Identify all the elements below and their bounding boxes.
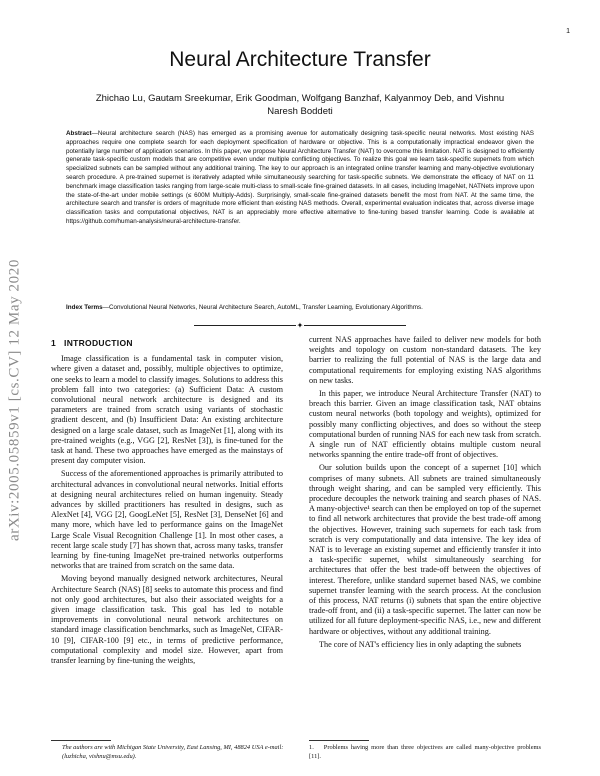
body-paragraph: current NAS approaches have failed to deliver new models for both weights and topology on custom non-standard datasets. The key barrier to realizing the full potential of NAS is the large data and computational requirements for employing existing NAS algorithms on new tasks. bbox=[309, 335, 541, 385]
footnote-marker: 1. bbox=[309, 744, 314, 751]
divider-diamond-icon: ✦ bbox=[296, 321, 304, 330]
section-number: 1 bbox=[51, 338, 57, 348]
index-terms bbox=[66, 304, 534, 313]
index-terms-label: Index Terms bbox=[66, 304, 103, 311]
left-column bbox=[51, 338, 283, 666]
paper-title: Neural Architecture Transfer bbox=[169, 48, 431, 71]
body-paragraph: Image classification is a fundamental task in computer vision, where given a dataset and, possibly, multiple objectives to optimize, one seeks to learn a model to classify images. Solutions to address this problem fall into two categories: (a) Sufficient Data: A custom convolutional neural network architecture is designed and its parameters are trained from scratch using variants of stochastic gradient descent, and (b) Insufficient Data: An existing architecture designed on a large scale dataset, such as ImageNet [1], along with its pre-trained weights (e.g., VGG [2], ResNet [3]), is fine-tuned for the task at hand. These two approaches have emerged as the mainstays of present day computer vision. bbox=[51, 354, 283, 466]
index-terms-text: —Convolutional Neural Networks, Neural Architecture Search, AutoML, Transfer Learning, Evolutionary Algorithms. bbox=[102, 304, 423, 311]
author-affiliation: The authors are with Michigan State University, East Lansing, MI, 48824 USA e-mail: (luzhicha, vishnu@msu.edu). bbox=[62, 744, 284, 760]
footnote-text: Problems having more than three objectives are called many-objective problems [11]. bbox=[309, 744, 541, 760]
footnote-rule bbox=[309, 740, 369, 741]
footnote-rule bbox=[51, 740, 111, 741]
right-column bbox=[309, 335, 541, 650]
footnote bbox=[309, 744, 541, 761]
body-paragraph: In this paper, we introduce Neural Architecture Transfer (NAT) to breach this barrier. Given an image classification task, NAT obtains custom neural networks (both topology and weights), optimized for possibly many conflicting objectives, and does so without the steep computational burden of running NAS for each new task from scratch. A single run of NAT efficiently obtains multiple custom neural networks spanning the entire trade-off front of objectives. bbox=[309, 389, 541, 460]
body-paragraph: Moving beyond manually designed network architectures, Neural Architecture Search (NAS) [8] seeks to automate this process and find not only good architectures, but also their associated weights for a given image classification task. This goal has led to notable improvements in convolutional neural network architectures on standard image classification benchmarks, such as ImageNet, CIFAR-10 [9], CIFAR-100 [9] etc., in terms of predictive performance, computational complexity and model size. However, apart from transfer learning by fine-tuning the weights, bbox=[51, 574, 283, 666]
author-list: Zhichao Lu, Gautam Sreekumar, Erik Goodman, Wolfgang Banzhaf, Kalyanmoy Deb, and Vishnu Naresh Boddeti bbox=[95, 93, 505, 117]
abstract-text: —Neural architecture search (NAS) has emerged as a promising avenue for automatically designing task-specific neural networks. Most existing NAS approaches require one complete search for each deployment specification of hardware or objective. This is a computationally impractical endeavor given the potentially large number of application scenarios. In this paper, we propose Neural Architecture Transfer (NAT) to overcome this limitation. NAT is designed to efficiently generate task-specific custom models that are competitive even under multiple conflicting objectives. To realize this goal we learn task-specific supernets from which specialized subnets can be sampled without any additional training. The key to our approach is an integrated online transfer learning and many-objective evolutionary search procedure. A pre-trained supernet is iteratively adapted while simultaneously searching for task-specific subnets. We demonstrate the efficacy of NAT on 11 benchmark image classification tasks ranging from large-scale multi-class to small-scale fine-grained datasets. In all cases, including ImageNet, NATNets improve upon the state-of-the-art under mobile settings (≤ 600M Multiply-Adds). Surprisingly, small-scale fine-grained datasets benefit the most from NAT. At the same time, the architecture search and transfer is orders of magnitude more efficient than existing NAS methods. Overall, experimental evaluation indicates that, across diverse image classification tasks and computational objectives, NAT is an appreciably more effective alternative to fine-tuning based transfer learning. Code is available at https://github.com/human-analysis/neural-architecture-transfer. bbox=[66, 130, 534, 225]
section-title: INTRODUCTION bbox=[64, 338, 133, 348]
arxiv-stamp: arXiv:2005.05859v1 [cs.CV] 12 May 2020 bbox=[6, 259, 23, 541]
body-paragraph: The core of NAT's efficiency lies in only adapting the subnets bbox=[319, 639, 522, 649]
body-paragraph: Success of the aforementioned approaches is primarily attributed to architectural advances in convolutional neural networks. Initial efforts at designing neural architectures relied on human ingenuity. Steady advances by skilled practitioners has resulted in designs, such as AlexNet [4], VGG [2], GoogLeNet [5], ResNet [3], DenseNet [6] and many more, which have led to performance gains on the ImageNet Large Scale Visual Recognition Challenge [1]. In most other cases, a recent large scale study [7] has shown that, across many tasks, transfer learning by fine-tuning ImageNet pre-trained networks outperforms networks that are trained from scratch on the same data. bbox=[51, 469, 283, 571]
section-heading bbox=[51, 338, 283, 348]
body-paragraph: Our solution builds upon the concept of a supernet [10] which comprises of many subnets. All subnets are trained simultaneously through weight sharing, and can be sampled very efficiently. This procedure decouples the network training and search phases of NAS. A many-objective¹ search can then be employed on top of the supernet to find all network architectures that provide the best trade-off among the objectives. However, training such supernets for each task from scratch is very computationally and data intensive. The key idea of NAT is to leverage an existing supernet and efficiently transfer it into a task-specific supernet, whilst simultaneously searching for architectures that offer the best trade-off between the objectives of interest. Therefore, unlike standard supernet based NAS, we combine supernet transfer learning with the search process. At the conclusion of this process, NAT returns (i) subnets that span the entire objective trade-off front, and (ii) a task-specific supernet. The latter can now be utilized for all future deployment-specific NAS, i.e., new and different hardware or objectives, without any additional training. bbox=[309, 463, 541, 636]
abstract bbox=[66, 130, 534, 227]
page-number: 1 bbox=[566, 28, 570, 35]
abstract-label: Abstract bbox=[66, 130, 92, 137]
